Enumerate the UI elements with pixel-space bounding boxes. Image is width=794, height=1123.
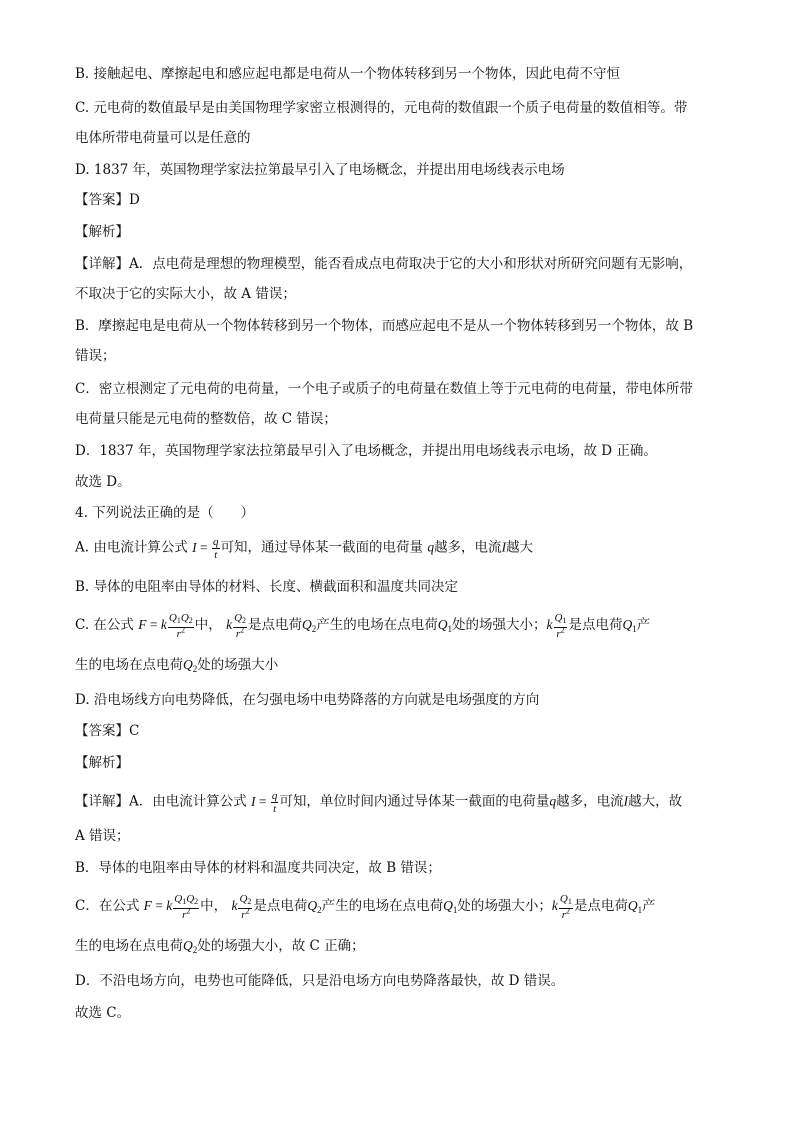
option-b-prev: B. 接触起电、摩擦起电和感应起电都是电荷从一个物体转移到另一个物体，因此电荷不守恒 <box>75 66 621 82</box>
detail-b-line2: 错误； <box>75 348 116 364</box>
detail-b-line1: B．摩擦起电是电荷从一个物体转移到另一个物体，而感应起电不是从一个物体转移到另一个物体，故 B <box>75 318 694 334</box>
answer: 【答案】C <box>75 723 140 739</box>
question-4-option-d: D. 沿电场线方向电势降低，在匀强电场中电势降落的方向就是电场强度的方向 <box>75 692 540 708</box>
detail4-d: D．不沿电场方向，电势也可能降低，只是沿电场方向电势降落最快，故 D 错误。 <box>75 973 565 989</box>
detail4-c-line1: C．在公式 F = k $\frac{Q1Q2}{r^2}$ 中， k $\frac{Q2}{r^2}$ 是点电荷$Q_2$产生的电场在点电荷$Q_1$处的场强大小；k $\frac{Q1}{r^2}$ 是点电荷$Q_1$产 <box>75 893 656 921</box>
analysis: 【解析】 <box>75 755 129 771</box>
detail4-a-line1: 【详解】A．由电流计算公式 I = $\frac{q}{t}$ 可知，单位时间内通过导体某一截面的电荷量q越多，电流I越大，故 <box>75 790 683 815</box>
question-4-stem: 4. 下列说法正确的是（ ） <box>75 505 255 521</box>
choose: 故选 C。 <box>75 1005 131 1021</box>
detail4-c-line2: 生的电场在点电荷$Q_2$处的场强大小，故 C 正确； <box>75 938 365 955</box>
option-d-prev: D. 1837 年，英国物理学家法拉第最早引入了电场概念，并提出用电场线表示电场 <box>75 162 565 178</box>
detail4-b: B．导体的电阻率由导体的材料和温度共同决定，故 B 错误； <box>75 860 441 876</box>
choose-prev: 故选 D。 <box>75 474 131 490</box>
text: A. 由电流计算公式 <box>75 539 188 556</box>
answer-prev: 【答案】D <box>75 192 140 208</box>
detail4-a-line2: A 错误； <box>75 828 130 844</box>
detail-d: D．1837 年，英国物理学家法拉第最早引入了电场概念，并提出用电场线表示电场，故 D 正确。 <box>75 443 657 459</box>
detail-c-line1: C．密立根测定了元电荷的电荷量，一个电子或质子的电荷量在数值上等于元电荷的电荷量，带电体所带 <box>75 381 693 397</box>
question-4-option-a: A. 由电流计算公式 I = $\frac{q}{t}$ 可知，通过导体某一截面的电荷量 q越多，电流I越大 <box>75 536 534 561</box>
detail-a-line2: 不取决于它的实际大小，故 A 错误； <box>75 286 296 302</box>
question-4-option-b: B. 导体的电阻率由导体的材料、长度、横截面积和温度共同决定 <box>75 579 459 595</box>
detail-c-line2: 电荷量只能是元电荷的整数倍，故 C 错误； <box>75 411 337 427</box>
current-formula: I = $\frac{q}{t}$ <box>192 536 219 561</box>
question-4-option-c-line2: 生的电场在点电荷$Q_2$处的场强大小 <box>75 657 279 674</box>
option-c-prev-line2: 电体所带电荷量可以是任意的 <box>75 130 251 146</box>
text: 可知，通过导体某一截面的电荷量 <box>220 539 424 556</box>
analysis-prev: 【解析】 <box>75 224 129 240</box>
detail-a-line1: 【详解】A．点电荷是理想的物理模型，能否看成点电荷取决于它的大小和形状对所研究问题有无影响， <box>75 256 693 272</box>
option-c-prev-line1: C. 元电荷的数值最早是由美国物理学家密立根测得的，元电荷的数值跟一个质子电荷量的数值相等。带 <box>75 100 688 116</box>
question-4-option-c-line1: C. 在公式 F = k $\frac{Q1Q2}{r^2}$ 中， k $\frac{Q2}{r^2}$ 是点电荷$Q_2$产生的电场在点电荷$Q_1$处的场强大小；k $\frac{Q1}{r^2}$ 是点电荷$Q_1$产 <box>75 612 651 640</box>
